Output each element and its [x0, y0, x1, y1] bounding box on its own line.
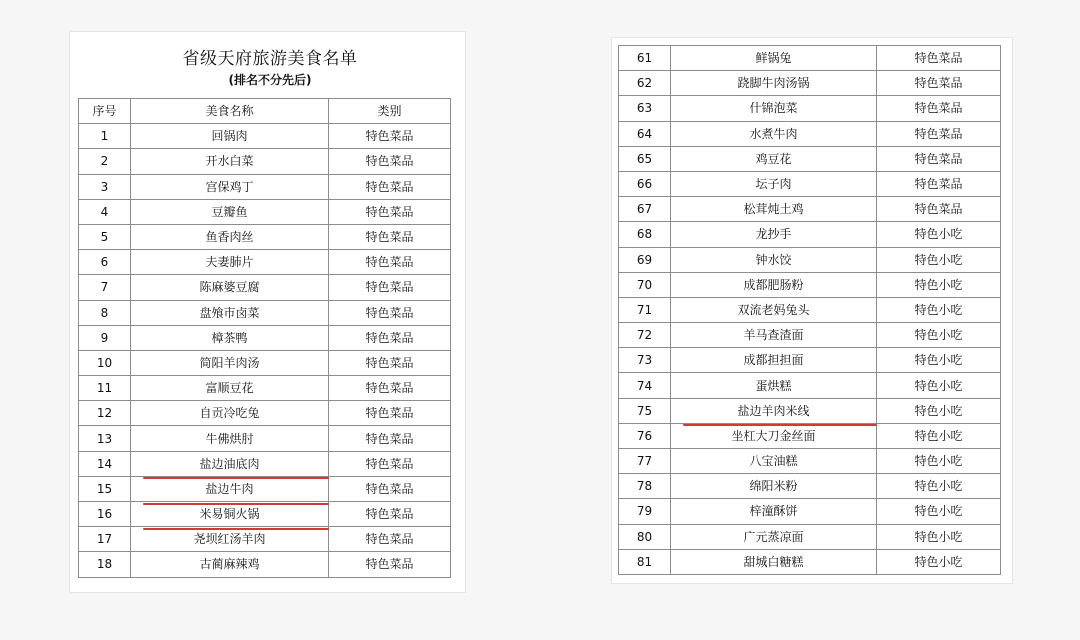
food-category: 特色菜品 [877, 171, 1001, 196]
food-name: 双流老妈兔头 [671, 297, 877, 322]
table-row [79, 350, 451, 375]
table-row [79, 527, 451, 552]
table-row [619, 197, 1001, 222]
table-row [79, 451, 451, 476]
food-category: 特色菜品 [329, 552, 451, 577]
row-number: 69 [619, 247, 671, 272]
food-category: 特色小吃 [877, 247, 1001, 272]
food-category: 特色小吃 [877, 423, 1001, 448]
food-category: 特色菜品 [329, 426, 451, 451]
food-category: 特色小吃 [877, 297, 1001, 322]
food-name: 古蔺麻辣鸡 [131, 552, 329, 577]
food-category: 特色菜品 [329, 401, 451, 426]
table-row [619, 499, 1001, 524]
table-row [79, 149, 451, 174]
table-row [619, 71, 1001, 96]
row-number: 8 [79, 300, 131, 325]
food-category: 特色菜品 [329, 350, 451, 375]
food-category: 特色菜品 [329, 527, 451, 552]
row-number: 70 [619, 272, 671, 297]
food-category: 特色菜品 [329, 250, 451, 275]
table-row [619, 297, 1001, 322]
row-number: 64 [619, 121, 671, 146]
table-row [79, 275, 451, 300]
table-row [619, 373, 1001, 398]
food-name: 宫保鸡丁 [131, 174, 329, 199]
food-name: 成都担担面 [671, 348, 877, 373]
table-row [619, 171, 1001, 196]
red-underline-mark [683, 424, 877, 426]
row-number: 1 [79, 124, 131, 149]
table-row [79, 502, 451, 527]
food-category: 特色菜品 [329, 199, 451, 224]
table-header-row [79, 99, 451, 124]
food-category: 特色菜品 [877, 46, 1001, 71]
food-category: 特色菜品 [329, 124, 451, 149]
document-subtitle: (排名不分先后) [228, 73, 312, 87]
row-number: 78 [619, 474, 671, 499]
table-row [79, 325, 451, 350]
food-category: 特色小吃 [877, 323, 1001, 348]
table-row [619, 272, 1001, 297]
food-name: 豆瓣鱼 [131, 199, 329, 224]
food-category: 特色小吃 [877, 549, 1001, 574]
food-name: 鱼香肉丝 [131, 224, 329, 249]
row-number: 80 [619, 524, 671, 549]
table-row [619, 549, 1001, 574]
food-category: 特色菜品 [329, 476, 451, 501]
table-row [79, 250, 451, 275]
row-number: 61 [619, 46, 671, 71]
row-number: 6 [79, 250, 131, 275]
food-category: 特色小吃 [877, 474, 1001, 499]
food-name: 甜城白糖糕 [671, 549, 877, 574]
row-number: 13 [79, 426, 131, 451]
row-number: 4 [79, 199, 131, 224]
food-name: 坐杠大刀金丝面 [671, 423, 877, 448]
food-category: 特色菜品 [329, 300, 451, 325]
food-category: 特色小吃 [877, 373, 1001, 398]
table-row [619, 449, 1001, 474]
table-body-left [79, 124, 451, 577]
row-number: 79 [619, 499, 671, 524]
food-category: 特色菜品 [329, 325, 451, 350]
table-row [79, 124, 451, 149]
table-row [619, 222, 1001, 247]
food-name: 龙抄手 [671, 222, 877, 247]
row-number: 66 [619, 171, 671, 196]
food-name: 牛佛烘肘 [131, 426, 329, 451]
red-underline-mark [143, 503, 329, 505]
red-underline-mark [143, 528, 329, 530]
table-row [79, 552, 451, 577]
food-name: 简阳羊肉汤 [131, 350, 329, 375]
food-name: 跷脚牛肉汤锅 [671, 71, 877, 96]
food-category: 特色菜品 [329, 224, 451, 249]
header-number: 序号 [79, 99, 131, 124]
row-number: 11 [79, 376, 131, 401]
table-row [79, 376, 451, 401]
food-name: 盐边牛肉 [131, 476, 329, 501]
table-row [619, 121, 1001, 146]
row-number: 16 [79, 502, 131, 527]
table-row [619, 46, 1001, 71]
table-row [619, 146, 1001, 171]
red-underline-mark [143, 477, 329, 479]
food-category: 特色菜品 [877, 197, 1001, 222]
food-name: 盐边羊肉米线 [671, 398, 877, 423]
food-name: 松茸炖土鸡 [671, 197, 877, 222]
food-category: 特色小吃 [877, 449, 1001, 474]
food-name: 夫妻肺片 [131, 250, 329, 275]
food-name: 陈麻婆豆腐 [131, 275, 329, 300]
food-name: 盘飧市卤菜 [131, 300, 329, 325]
row-number: 7 [79, 275, 131, 300]
table-row [619, 323, 1001, 348]
row-number: 5 [79, 224, 131, 249]
food-category: 特色菜品 [329, 174, 451, 199]
food-name: 八宝油糕 [671, 449, 877, 474]
food-category: 特色小吃 [877, 398, 1001, 423]
food-category: 特色小吃 [877, 348, 1001, 373]
food-name: 尧坝红汤羊肉 [131, 527, 329, 552]
food-name: 自贡冷吃兔 [131, 401, 329, 426]
row-number: 77 [619, 449, 671, 474]
food-name: 盐边油底肉 [131, 451, 329, 476]
food-table-left [78, 98, 451, 578]
food-name: 羊马查渣面 [671, 323, 877, 348]
table-row [79, 426, 451, 451]
row-number: 15 [79, 476, 131, 501]
row-number: 10 [79, 350, 131, 375]
food-name: 回锅肉 [131, 124, 329, 149]
food-name: 樟茶鸭 [131, 325, 329, 350]
food-category: 特色小吃 [877, 499, 1001, 524]
food-category: 特色菜品 [877, 96, 1001, 121]
table-row [619, 96, 1001, 121]
food-category: 特色菜品 [329, 149, 451, 174]
food-category: 特色菜品 [329, 275, 451, 300]
table-row [619, 348, 1001, 373]
food-name: 鲜锅兔 [671, 46, 877, 71]
row-number: 18 [79, 552, 131, 577]
row-number: 81 [619, 549, 671, 574]
food-table-right [618, 45, 1001, 575]
food-category: 特色菜品 [877, 71, 1001, 96]
table-row [619, 524, 1001, 549]
row-number: 12 [79, 401, 131, 426]
table-row [619, 474, 1001, 499]
row-number: 65 [619, 146, 671, 171]
table-row [79, 174, 451, 199]
food-category: 特色小吃 [877, 524, 1001, 549]
row-number: 9 [79, 325, 131, 350]
header-food-name: 美食名称 [131, 99, 329, 124]
food-name: 广元蒸凉面 [671, 524, 877, 549]
table-row [79, 401, 451, 426]
food-category: 特色菜品 [877, 146, 1001, 171]
row-number: 3 [79, 174, 131, 199]
table-row [79, 300, 451, 325]
food-name: 钟水饺 [671, 247, 877, 272]
food-category: 特色菜品 [877, 121, 1001, 146]
row-number: 74 [619, 373, 671, 398]
food-category: 特色小吃 [877, 222, 1001, 247]
header-category: 类别 [329, 99, 451, 124]
row-number: 67 [619, 197, 671, 222]
row-number: 17 [79, 527, 131, 552]
table-row [79, 199, 451, 224]
food-category: 特色菜品 [329, 502, 451, 527]
document-title: 省级天府旅游美食名单 [182, 49, 358, 69]
table-row [619, 247, 1001, 272]
food-name: 蛋烘糕 [671, 373, 877, 398]
food-name: 开水白菜 [131, 149, 329, 174]
table-body-right [619, 46, 1001, 575]
row-number: 2 [79, 149, 131, 174]
row-number: 71 [619, 297, 671, 322]
food-name: 富顺豆花 [131, 376, 329, 401]
food-category: 特色小吃 [877, 272, 1001, 297]
table-row [619, 423, 1001, 448]
food-category: 特色菜品 [329, 376, 451, 401]
table-row [79, 476, 451, 501]
food-name: 鸡豆花 [671, 146, 877, 171]
row-number: 14 [79, 451, 131, 476]
food-name: 梓潼酥饼 [671, 499, 877, 524]
food-name: 米易铜火锅 [131, 502, 329, 527]
row-number: 73 [619, 348, 671, 373]
table-row [619, 398, 1001, 423]
food-name: 什锦泡菜 [671, 96, 877, 121]
food-name: 水煮牛肉 [671, 121, 877, 146]
row-number: 72 [619, 323, 671, 348]
food-category: 特色菜品 [329, 451, 451, 476]
food-name: 成都肥肠粉 [671, 272, 877, 297]
row-number: 76 [619, 423, 671, 448]
row-number: 68 [619, 222, 671, 247]
title-block [150, 48, 390, 88]
row-number: 62 [619, 71, 671, 96]
food-name: 坛子肉 [671, 171, 877, 196]
row-number: 75 [619, 398, 671, 423]
row-number: 63 [619, 96, 671, 121]
food-name: 绵阳米粉 [671, 474, 877, 499]
table-row [79, 224, 451, 249]
